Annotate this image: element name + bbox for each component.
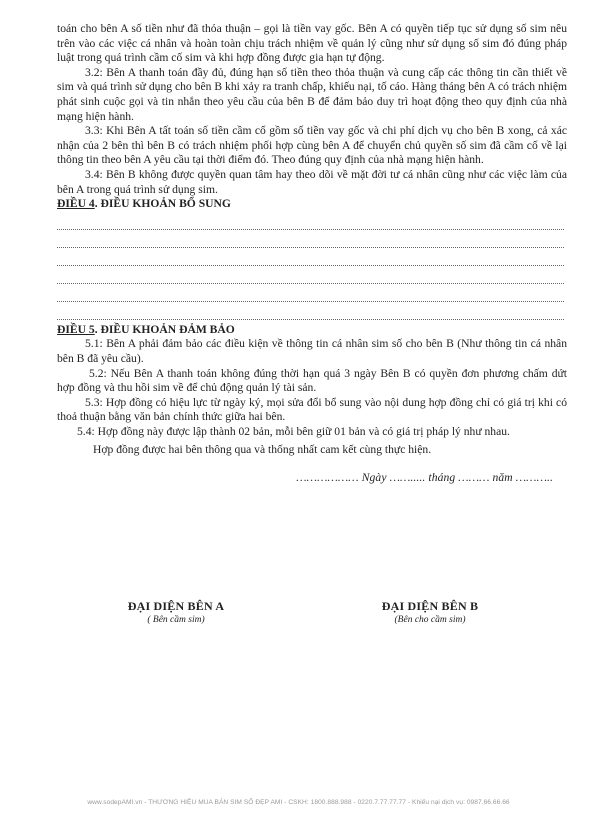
clause-3-3: 3.3: Khi Bên A tất toán số tiền cầm cố gồm số tiền vay gốc và chi phí dịch vụ cho bên B xong, cả xác nhận của 2 bên thì bên B có trách nhiệm phối hợp cùng bên A để chuyển chủ quyền số sim đã cầm cố về lại thông tin theo bên A yêu cầu tại thời điểm đó. Theo đúng quy định của nhà mạng hiện hành. [57,124,567,167]
clause-5-1: 5.1: Bên A phải đảm bảo các điều kiện về thông tin cá nhân sim số cho bên B (Như thông tin cá nhân bên B đã yêu cầu). [57,337,567,365]
clause-3-2: 3.2: Bên A thanh toán đầy đủ, đúng hạn số tiền theo thỏa thuận và cung cấp các thông tin cần thiết về sim và quá trình sử dụng cho bên B khi xảy ra tranh chấp, khiếu nại, tố cáo. Hàng tháng bên A có trách nhiệm phát sinh cuộc gọi và tin nhắn theo yêu cầu của bên B để đảm bảo duy trì hoạt động theo quy định của nhà mạng hiện hành. [57,65,567,123]
signature-party-a [76,599,276,625]
closing-statement: Hợp đồng được hai bên thông qua và thống nhất cam kết cùng thực hiện. [93,443,432,457]
document-body [57,22,567,486]
signature-party-b [330,599,530,625]
blank-line [57,233,564,248]
party-a-subtitle: ( Bên cầm sim) [147,615,205,625]
article-4-number: ĐIỀU 4 [57,197,95,211]
date-line: ……………… Ngày ……..... tháng ……… năm ……….. [296,471,553,485]
clause-5-2: 5.2: Nếu Bên A thanh toán không đúng thời hạn quá 3 ngày Bên B có quyền đơn phương chấm dứt hợp đồng và thu hồi sim về để chủ động quản lý tài sản. [57,366,567,395]
party-b-title: ĐẠI DIỆN BÊN B [381,599,479,613]
blank-line [57,269,564,284]
clause-5-3: 5.3: Hợp đồng có hiệu lực từ ngày ký, mọi sửa đổi bổ sung vào nội dung hợp đồng chỉ có giá trị khi có thoả thuận bằng văn bản chính thức giữa hai bên. [57,395,567,424]
party-a-title: ĐẠI DIỆN BÊN A [127,599,225,613]
article-5-number: ĐIỀU 5 [57,322,95,336]
clause-3-4: 3.4: Bên B không được quyền quan tâm hay theo dõi về mặt đời tư cá nhân cũng như các việc làm của bên A trong quá trình sử dụng sim. [57,167,567,196]
article-5-title: . ĐIỀU KHOẢN ĐẢM BẢO [94,322,235,336]
article-4-title: . ĐIỀU KHOẢN BỔ SUNG [94,197,231,211]
blank-line [57,287,564,302]
party-b-subtitle: (Bên cho cầm sim) [394,615,466,625]
article-5-heading [57,323,567,338]
clause-5-4: 5.4: Hợp đồng này được lập thành 02 bản, mỗi bên giữ 01 bản và có giá trị pháp lý như nhau. [77,424,510,438]
supplementary-terms-blank-lines [57,215,567,320]
page-footer: www.sodepAMI.vn - THƯƠNG HIỆU MUA BÁN SIM SỐ ĐẸP AMI - CSKH: 1800.888.988 - 0220.7.77.77.77 - Khiếu nại dịch vụ: 0987.66.66.66 [87,799,510,806]
paragraph-3-1-continuation: toán cho bên A số tiền như đã thỏa thuận – gọi là tiền vay gốc. Bên A có quyền tiếp tục sử dụng số sim nêu trên vào các việc cá nhân và hoàn toàn chịu trách nhiệm về quản lý cũng như sử dụng số sim đó đúng pháp luật trong quá trình cầm cố sim và khi hợp đồng được gia hạn tự động. [57,22,567,65]
article-4-heading [57,197,567,212]
blank-line [57,215,564,230]
blank-line [57,305,564,320]
blank-line [57,251,564,266]
